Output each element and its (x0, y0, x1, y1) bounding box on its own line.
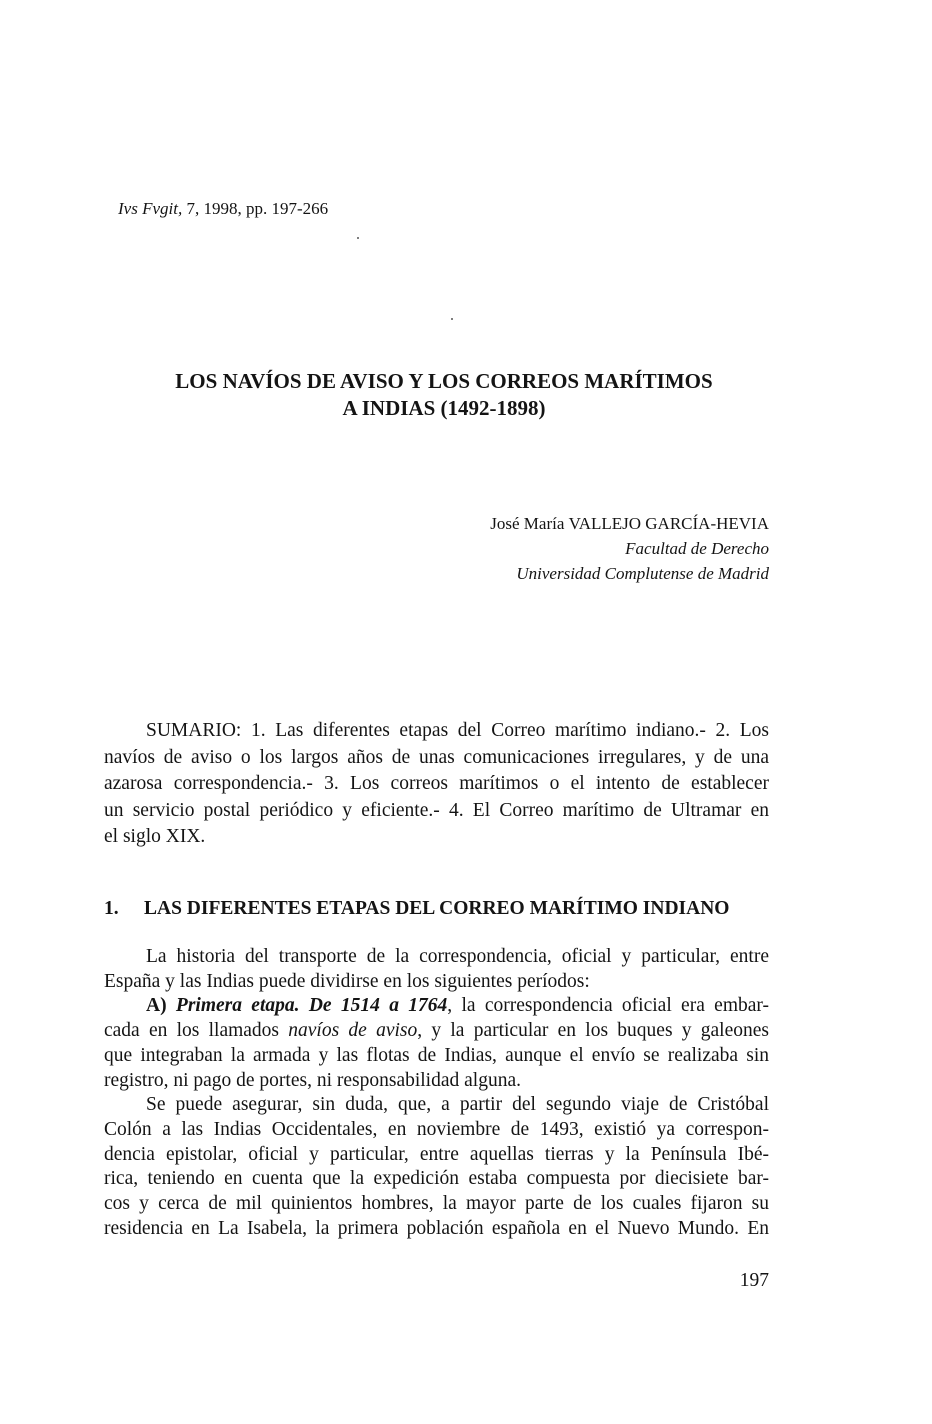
scan-speck (357, 237, 359, 239)
summary-line: SUMARIO: 1. Las diferentes etapas del Correo marítimo indiano.- 2. Los (146, 720, 769, 741)
period-label: A) (146, 995, 167, 1017)
paragraph-line: Colón a las Indias Occidentales, en noviembre de 1493, existió ya correspon- (104, 1118, 769, 1140)
scan-speck (451, 318, 453, 320)
paragraph-line: residencia en La Isabela, la primera población española en el Nuevo Mundo. En (104, 1217, 769, 1239)
summary-block (104, 718, 769, 851)
paragraph-line: cos y cerca de mil quinientos hombres, la mayor parte de los cuales fijaron su (104, 1193, 769, 1215)
section-title: LAS DIFERENTES ETAPAS DEL CORREO MARÍTIMO INDIANO (144, 898, 730, 919)
author-block (490, 511, 769, 586)
section-heading (104, 896, 769, 922)
paragraph-text: cada en los llamados (104, 1020, 289, 1042)
author-name (490, 511, 769, 536)
summary-line: navíos de aviso o los largos años de unas comunicaciones irregulares, y de una (104, 746, 769, 768)
author-given-name: José María (490, 514, 565, 533)
journal-volume-pages: 7, 1998, pp. 197-266 (186, 199, 329, 218)
summary-line: un servicio postal periódico y eficiente.- 4. El Correo marítimo de Ultramar en (104, 799, 769, 821)
paragraph-line: Se puede asegurar, sin duda, que, a partir del segundo viaje de Cristóbal (146, 1094, 769, 1116)
emphasis-term: navíos de aviso (288, 1020, 418, 1042)
author-faculty: Facultad de Derecho (625, 539, 769, 558)
author-university: Universidad Complutense de Madrid (516, 564, 769, 583)
summary-line: el siglo XIX. (104, 826, 206, 847)
paragraph-line: que integraban la armada y las flotas de Indias, aunque el envío se realizaba sin (104, 1044, 769, 1066)
title-line: A INDIAS (1492-1898) (342, 396, 546, 420)
title-line: LOS NAVÍOS DE AVISO Y LOS CORREOS MARÍTIMOS (175, 369, 713, 393)
paragraph-line (104, 1019, 769, 1044)
summary-line: azarosa correspondencia.- 3. Los correos marítimos o el intento de establecer (104, 773, 769, 794)
author-surname: VALLEJO GARCÍA-HEVIA (568, 514, 769, 533)
paragraph-line: España y las Indias puede dividirse en los siguientes períodos: (104, 970, 590, 992)
journal-name: Ivs Fvgit, (118, 199, 183, 218)
paragraph-line: rica, teniendo en cuenta que la expedición estaba compuesta por diecisiete bar- (104, 1168, 769, 1190)
paragraph-text: , la correspondencia oficial era embar- (447, 995, 770, 1017)
paragraph-line (104, 994, 769, 1019)
period-heading: Primera etapa. De 1514 a 1764 (175, 995, 448, 1017)
journal-reference (118, 199, 328, 219)
paragraph-line: registro, ni pago de portes, ni responsabilidad alguna. (104, 1069, 521, 1091)
section-number: 1. (104, 898, 119, 919)
paragraph-line: La historia del transporte de la correspondencia, oficial y particular, entre (146, 946, 769, 967)
page-number: 197 (739, 1270, 769, 1291)
article-title (118, 368, 770, 422)
paragraph-text: , y la particular en los buques y galeones (417, 1020, 770, 1042)
paragraph-line: dencia epistolar, oficial y particular, entre aquellas tierras y la Península Ibé- (104, 1143, 769, 1165)
body-text (104, 945, 769, 1241)
